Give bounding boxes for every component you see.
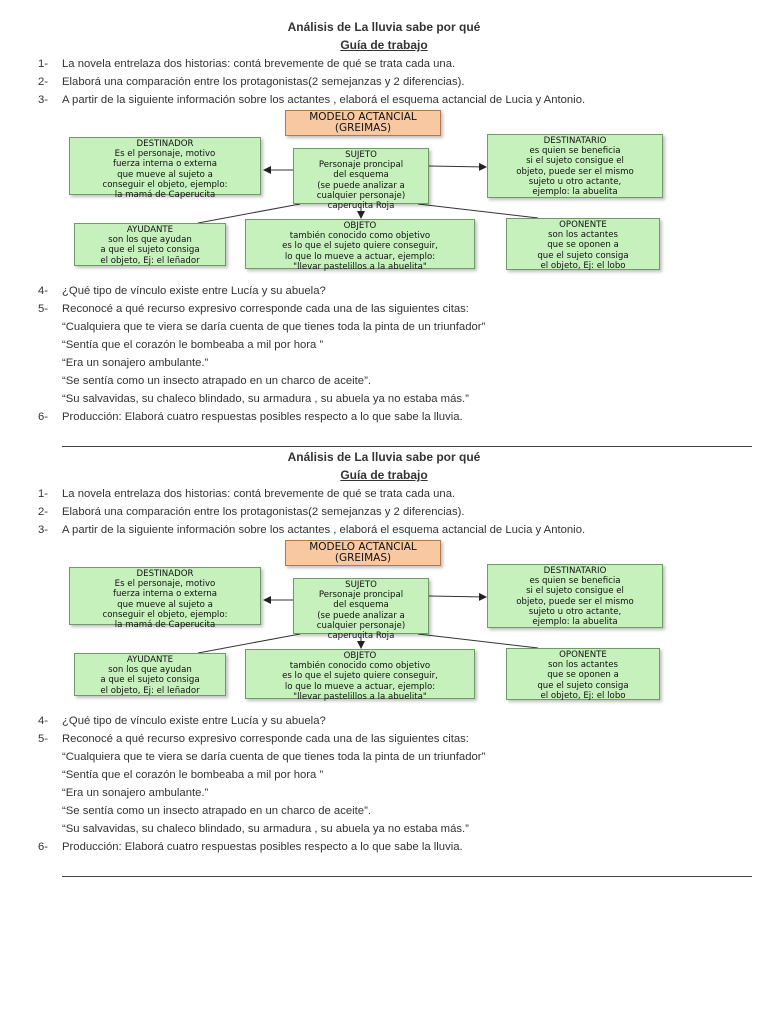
box-line: (se puede analizar a bbox=[317, 180, 405, 191]
box-heading: AYUDANTE bbox=[126, 655, 174, 665]
destinatario-box bbox=[487, 134, 663, 198]
box-heading: DESTINATARIO bbox=[543, 136, 607, 146]
box-line: Es el personaje, motivo bbox=[114, 579, 216, 590]
question-text: Producción: Elaborá cuatro respuestas posibles respecto a lo que sabe la lluvia. bbox=[62, 411, 463, 423]
question-1 bbox=[38, 487, 738, 501]
box-line: fuerza interna o externa bbox=[112, 589, 218, 600]
document-title: Análisis de La lluvia sabe por qué bbox=[287, 450, 481, 464]
model-subtitle: (GREIMAS) bbox=[334, 552, 392, 564]
worksheet-copy-2 bbox=[0, 444, 768, 874]
box-line: "llevar pastelillos a la abuelita" bbox=[293, 261, 427, 272]
box-line: que mueve al sujeto a bbox=[117, 599, 213, 610]
box-line: son los que ayudan bbox=[108, 235, 192, 246]
question-text: La novela entrelaza dos historias: contá brevemente de qué se trata cada una. bbox=[62, 58, 456, 70]
oponente-box bbox=[506, 648, 660, 700]
question-number: 4- bbox=[38, 715, 49, 727]
section-divider bbox=[62, 876, 752, 877]
objeto-box bbox=[245, 649, 475, 702]
question-number: 5- bbox=[38, 303, 49, 315]
box-line: caperucita Roja bbox=[327, 631, 395, 642]
question-number: 5- bbox=[38, 733, 49, 745]
question-text: Elaborá una comparación entre los protagonistas(2 semejanzas y 2 diferencias). bbox=[62, 506, 465, 518]
box-line: que se oponen a bbox=[547, 240, 619, 251]
quote-5: “Su salvavidas, su chaleco blindado, su armadura , su abuela ya no estaba más.” bbox=[62, 393, 469, 405]
box-line: es quien se beneficia bbox=[529, 576, 621, 587]
box-line: Personaje proncipal bbox=[318, 590, 404, 601]
question-number: 3- bbox=[38, 94, 49, 106]
box-line: lo que lo mueve a actuar, ejemplo: bbox=[284, 681, 436, 692]
objeto-box bbox=[245, 219, 475, 272]
question-4 bbox=[38, 714, 738, 728]
question-text: Reconocé a qué recurso expresivo corresponde cada una de las siguientes citas: bbox=[62, 303, 469, 315]
box-line: el objeto, Ej: el leñador bbox=[100, 685, 200, 696]
question-number: 6- bbox=[38, 411, 49, 423]
box-line: que se oponen a bbox=[547, 670, 619, 681]
ayudante-box bbox=[74, 653, 226, 696]
question-3 bbox=[38, 523, 738, 537]
question-6 bbox=[38, 410, 738, 424]
box-line: a que el sujeto consiga bbox=[100, 245, 200, 256]
box-line: es quien se beneficia bbox=[529, 146, 621, 157]
box-heading: DESTINADOR bbox=[136, 569, 194, 579]
box-line: el objeto, Ej: el lobo bbox=[540, 690, 626, 701]
box-line: si el sujeto consigue el bbox=[526, 156, 624, 167]
box-line: "llevar pastelillos a la abuelita" bbox=[293, 691, 427, 702]
quote-4: “Se sentía como un insecto atrapado en un charco de aceite”. bbox=[62, 805, 371, 817]
document-title: Análisis de La lluvia sabe por qué bbox=[287, 20, 481, 34]
box-line: que mueve al sujeto a bbox=[117, 169, 213, 180]
quote-1: “Cualquiera que te viera se daría cuenta de que tienes toda la pinta de un triunfador” bbox=[62, 321, 486, 333]
box-line: ejemplo: la abuelita bbox=[532, 187, 618, 198]
box-line: son los actantes bbox=[548, 660, 618, 671]
box-line: es lo que el sujeto quiere conseguir, bbox=[282, 241, 438, 252]
destinador-box bbox=[69, 137, 261, 201]
question-text: Producción: Elaborá cuatro respuestas posibles respecto a lo que sabe la lluvia. bbox=[62, 841, 463, 853]
model-title: MODELO ACTANCIAL bbox=[309, 111, 417, 123]
actantial-model-diagram bbox=[68, 110, 664, 272]
box-line: son los que ayudan bbox=[108, 665, 192, 676]
box-line: sujeto u otro actante, bbox=[528, 176, 622, 187]
box-line: el objeto, Ej: el leñador bbox=[100, 255, 200, 266]
question-1 bbox=[38, 57, 738, 71]
box-heading: OBJETO bbox=[343, 221, 377, 231]
question-6 bbox=[38, 840, 738, 854]
box-line: Es el personaje, motivo bbox=[114, 149, 216, 160]
quote-1: “Cualquiera que te viera se daría cuenta de que tienes toda la pinta de un triunfador” bbox=[62, 751, 486, 763]
box-line: que el sujeto consiga bbox=[537, 680, 629, 691]
question-text: ¿Qué tipo de vínculo existe entre Lucía y su abuela? bbox=[62, 715, 326, 727]
question-text: A partir de la siguiente información sobre los actantes , elaborá el esquema actancial de Lucia y Antonio. bbox=[62, 94, 586, 106]
question-number: 1- bbox=[38, 58, 49, 70]
model-title-box bbox=[285, 110, 441, 136]
quote-5: “Su salvavidas, su chaleco blindado, su armadura , su abuela ya no estaba más.” bbox=[62, 823, 469, 835]
box-line: del esquema bbox=[333, 600, 389, 611]
box-line: también conocido como objetivo bbox=[289, 661, 431, 672]
box-line: es lo que el sujeto quiere conseguir, bbox=[282, 671, 438, 682]
box-line: del esquema bbox=[333, 170, 389, 181]
box-line: caperucita Roja bbox=[327, 201, 395, 212]
box-line: cualquier personaje) bbox=[316, 620, 406, 631]
document-subtitle: Guía de trabajo bbox=[340, 38, 428, 52]
box-heading: DESTINATARIO bbox=[543, 566, 607, 576]
box-line: sujeto u otro actante, bbox=[528, 606, 622, 617]
question-text: Reconocé a qué recurso expresivo corresponde cada una de las siguientes citas: bbox=[62, 733, 469, 745]
question-number: 2- bbox=[38, 506, 49, 518]
worksheet-copy-1 bbox=[0, 14, 768, 444]
quote-4: “Se sentía como un insecto atrapado en un charco de aceite”. bbox=[62, 375, 371, 387]
question-number: 1- bbox=[38, 488, 49, 500]
model-title-box bbox=[285, 540, 441, 566]
box-line: la mamá de Caperucita bbox=[114, 620, 216, 631]
question-2 bbox=[38, 75, 738, 89]
question-4 bbox=[38, 284, 738, 298]
actantial-model-diagram bbox=[68, 540, 664, 702]
box-line: el objeto, Ej: el lobo bbox=[540, 260, 626, 271]
question-3 bbox=[38, 93, 738, 107]
box-line: (se puede analizar a bbox=[317, 610, 405, 621]
sujeto-box bbox=[293, 578, 429, 642]
box-heading: SUJETO bbox=[345, 580, 377, 590]
box-line: cualquier personaje) bbox=[316, 190, 406, 201]
question-text: La novela entrelaza dos historias: contá brevemente de qué se trata cada una. bbox=[62, 488, 456, 500]
box-heading: OBJETO bbox=[343, 651, 377, 661]
box-line: son los actantes bbox=[548, 230, 618, 241]
box-line: también conocido como objetivo bbox=[289, 231, 431, 242]
question-text: Elaborá una comparación entre los protagonistas(2 semejanzas y 2 diferencias). bbox=[62, 76, 465, 88]
box-line: conseguir el objeto, ejemplo: bbox=[102, 179, 228, 190]
question-text: ¿Qué tipo de vínculo existe entre Lucía y su abuela? bbox=[62, 285, 326, 297]
destinatario-box bbox=[487, 564, 663, 628]
box-line: objeto, puede ser el mismo bbox=[516, 596, 634, 607]
quote-2: “Sentía que el corazón le bombeaba a mil por hora ” bbox=[62, 769, 324, 781]
destinador-box bbox=[69, 567, 261, 631]
box-line: conseguir el objeto, ejemplo: bbox=[102, 609, 228, 620]
model-title: MODELO ACTANCIAL bbox=[309, 541, 417, 553]
question-number: 3- bbox=[38, 524, 49, 536]
question-number: 6- bbox=[38, 841, 49, 853]
quote-2: “Sentía que el corazón le bombeaba a mil por hora ” bbox=[62, 339, 324, 351]
oponente-box bbox=[506, 218, 660, 270]
box-line: ejemplo: la abuelita bbox=[532, 617, 618, 628]
box-line: la mamá de Caperucita bbox=[114, 190, 216, 201]
question-text: A partir de la siguiente información sobre los actantes , elaborá el esquema actancial de Lucia y Antonio. bbox=[62, 524, 586, 536]
box-heading: OPONENTE bbox=[559, 650, 607, 660]
box-heading: SUJETO bbox=[345, 150, 377, 160]
box-line: que el sujeto consiga bbox=[537, 250, 629, 261]
question-5 bbox=[38, 302, 738, 316]
box-line: objeto, puede ser el mismo bbox=[516, 166, 634, 177]
box-heading: OPONENTE bbox=[559, 220, 607, 230]
box-line: lo que lo mueve a actuar, ejemplo: bbox=[284, 251, 436, 262]
box-heading: DESTINADOR bbox=[136, 139, 194, 149]
question-number: 2- bbox=[38, 76, 49, 88]
question-5 bbox=[38, 732, 738, 746]
quote-3: “Era un sonajero ambulante.” bbox=[62, 787, 209, 799]
sujeto-box bbox=[293, 148, 429, 212]
box-heading: AYUDANTE bbox=[126, 225, 174, 235]
box-line: Personaje proncipal bbox=[318, 160, 404, 171]
box-line: a que el sujeto consiga bbox=[100, 675, 200, 686]
box-line: si el sujeto consigue el bbox=[526, 586, 624, 597]
ayudante-box bbox=[74, 223, 226, 266]
question-2 bbox=[38, 505, 738, 519]
model-subtitle: (GREIMAS) bbox=[334, 122, 392, 134]
box-line: fuerza interna o externa bbox=[112, 159, 218, 170]
question-number: 4- bbox=[38, 285, 49, 297]
document-subtitle: Guía de trabajo bbox=[340, 468, 428, 482]
quote-3: “Era un sonajero ambulante.” bbox=[62, 357, 209, 369]
